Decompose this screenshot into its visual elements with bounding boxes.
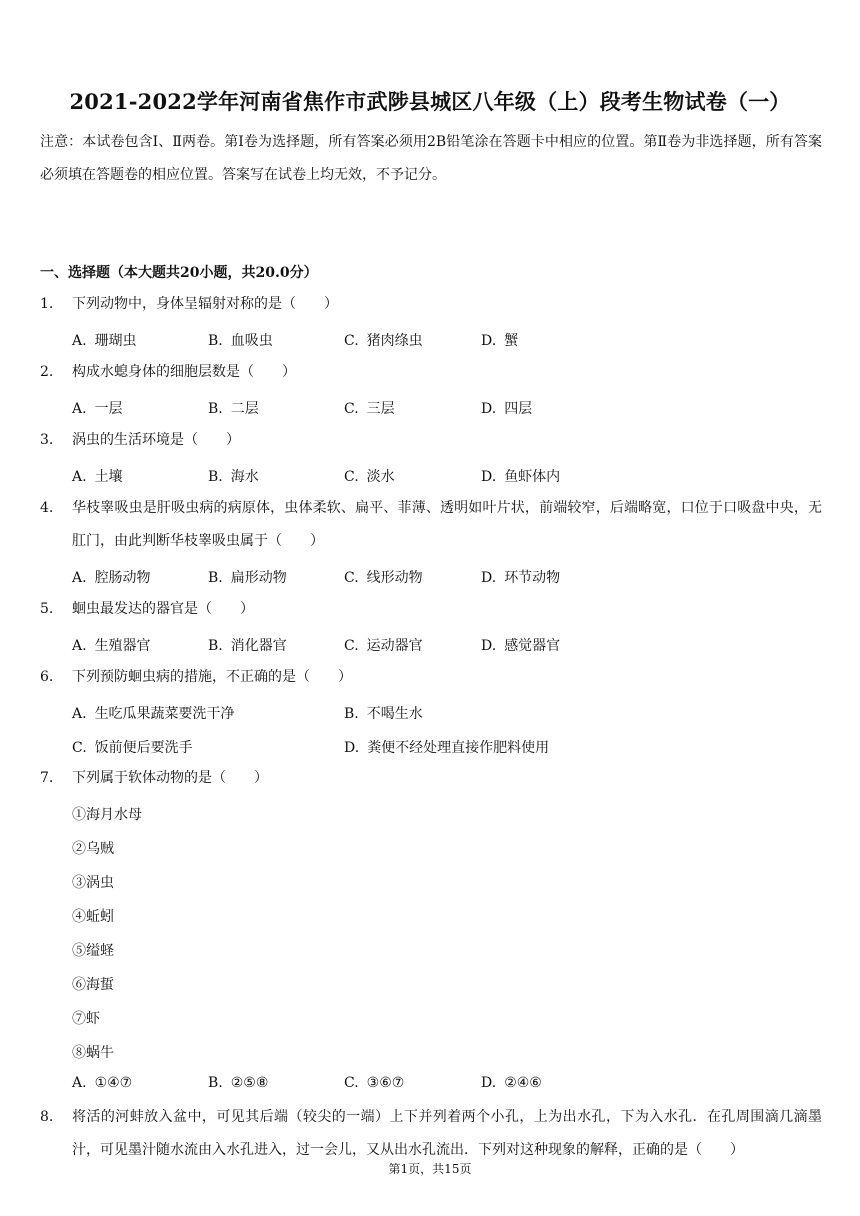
list-item: ⑧蜗牛 <box>72 1045 114 1061</box>
question-stem: 下列动物中，身体呈辐射对称的是（ ） <box>72 296 338 312</box>
option-b[interactable]: B. 海水 <box>208 469 259 485</box>
list-item: ⑥海蜇 <box>72 977 114 993</box>
question-stem: 涡虫的生活环境是（ ） <box>72 432 240 448</box>
option-a[interactable]: A. 生殖器官 <box>72 638 151 654</box>
option-c[interactable]: C. 线形动物 <box>344 570 423 586</box>
option-c[interactable]: C. 三层 <box>344 401 395 417</box>
question-stem: 下列属于软体动物的是（ ） <box>72 770 268 786</box>
option-d[interactable]: D. 蟹 <box>481 333 519 349</box>
option-a[interactable]: A. 珊瑚虫 <box>72 333 137 349</box>
list-item: ⑦虾 <box>72 1011 100 1027</box>
question-number: 7. <box>40 770 54 786</box>
question-stem: 华枝睾吸虫是肝吸虫病的病原体，虫体柔软、扁平、菲薄、透明如叶片状，前端较窄，后端略宽，口位于口吸盘中央，无肛门，由此判断华枝睾吸虫属于（ ） <box>72 500 822 549</box>
list-item: ④蚯蚓 <box>72 909 114 925</box>
option-c[interactable]: C. 淡水 <box>344 469 395 485</box>
option-a[interactable]: A. 一层 <box>72 401 123 417</box>
option-c[interactable]: C. ③⑥⑦ <box>344 1075 405 1091</box>
list-item: ③涡虫 <box>72 875 114 891</box>
option-a[interactable]: A. ①④⑦ <box>72 1075 133 1091</box>
section-heading: 一、选择题（本大题共20小题，共20.0分） <box>40 265 318 281</box>
question-number: 4. <box>40 500 54 516</box>
option-b[interactable]: B. 消化器官 <box>208 638 287 654</box>
option-d[interactable]: D. 环节动物 <box>481 570 561 586</box>
exam-note: 注意：本试卷包含Ⅰ、Ⅱ两卷。第Ⅰ卷为选择题，所有答案必须用2B铅笔涂在答题卡中相应的位置。第Ⅱ卷为非选择题，所有答案必须填在答题卷的相应位置。答案写在试卷上均无效，不予记分。 <box>40 134 822 183</box>
option-b[interactable]: B. 血吸虫 <box>208 333 273 349</box>
page-footer: 第1页，共15页 <box>388 1162 472 1176</box>
question-stem: 将活的河蚌放入盆中，可见其后端（较尖的一端）上下并列着两个小孔，上为出水孔，下为入水孔．在孔周围滴几滴墨汁，可见墨汁随水流由入水孔进入，过一会儿，又从出水孔流出．下列对这种现象的解释，正确的是（ ） <box>72 1109 822 1158</box>
question-number: 2. <box>40 364 54 380</box>
option-b[interactable]: B. ②⑤⑧ <box>208 1075 269 1091</box>
option-b[interactable]: B. 扁形动物 <box>208 570 287 586</box>
question-stem: 蛔虫最发达的器官是（ ） <box>72 601 254 617</box>
exam-title: 2021-2022学年河南省焦作市武陟县城区八年级（上）段考生物试卷（一） <box>69 89 791 114</box>
option-b[interactable]: B. 不喝生水 <box>344 706 423 722</box>
question-number: 3. <box>40 432 54 448</box>
option-c[interactable]: C. 饭前便后要洗手 <box>72 740 193 756</box>
list-item: ②乌贼 <box>72 841 114 857</box>
option-a[interactable]: A. 生吃瓜果蔬菜要洗干净 <box>72 706 235 722</box>
option-d[interactable]: D. 鱼虾体内 <box>481 469 561 485</box>
list-item: ⑤缢蛏 <box>72 943 114 959</box>
option-c[interactable]: C. 猪肉绦虫 <box>344 333 423 349</box>
question-number: 6. <box>40 669 54 685</box>
option-b[interactable]: B. 二层 <box>208 401 259 417</box>
question-stem: 构成水螅身体的细胞层数是（ ） <box>72 364 296 380</box>
option-d[interactable]: D. 感觉器官 <box>481 638 561 654</box>
option-a[interactable]: A. 土壤 <box>72 469 123 485</box>
option-d[interactable]: D. 四层 <box>481 401 533 417</box>
question-stem: 下列预防蛔虫病的措施，不正确的是（ ） <box>72 669 352 685</box>
option-d[interactable]: D. ②④⑥ <box>481 1075 542 1091</box>
list-item: ①海月水母 <box>72 807 142 823</box>
question-number: 1. <box>40 296 54 312</box>
option-d[interactable]: D. 粪便不经处理直接作肥料使用 <box>344 740 550 756</box>
option-a[interactable]: A. 腔肠动物 <box>72 570 151 586</box>
question-number: 5. <box>40 601 54 617</box>
question-number: 8. <box>40 1109 54 1125</box>
option-c[interactable]: C. 运动器官 <box>344 638 423 654</box>
